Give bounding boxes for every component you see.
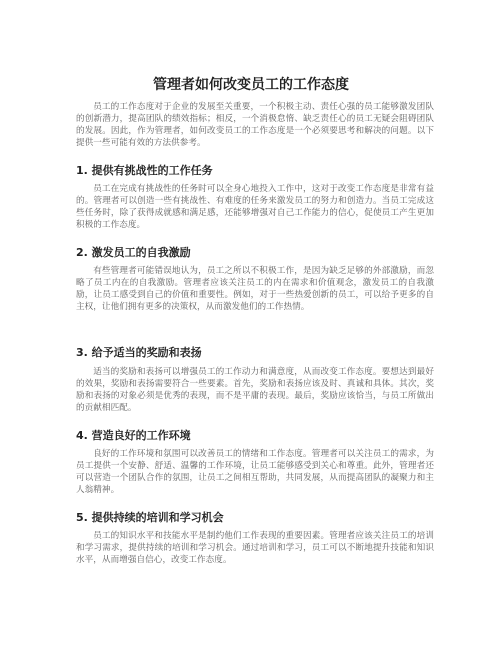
section-5-body: 员工的知识水平和技能水平是制约他们工作表现的重要因素。管理者应该关注员工的培训和学习需求，提供持续的培训和学习机会。通过培训和学习，员工可以不断地提升技能和知识水平，从而增强自信心，改变工作态度。 [76, 531, 434, 565]
section-3-heading: 3. 给予适当的奖励和表扬 [76, 346, 202, 359]
section-4-body: 良好的工作环境和氛围可以改善员工的情绪和工作态度。管理者可以关注员工的需求，为员工提供一个安静、舒适、温馨的工作环境，让员工能够感受到关心和尊重。此外，管理者还可以营造一个团队合作的氛围，让员工之间相互帮助，共同发展，从而提高团队的凝聚力和主人翁精神。 [76, 449, 434, 495]
section-1-body: 员工在完成有挑战性的任务时可以全身心地投入工作中，这对于改变工作态度是非常有益的。管理者可以创造一些有挑战性、有难度的任务来激发员工的努力和创造力。当员工完成这些任务时，除了获得成就感和满足感，还能够增强对自己工作能力的信心，促使员工产生更加积极的工作态度。 [76, 184, 434, 230]
intro-paragraph: 员工的工作态度对于企业的发展至关重要，一个积极主动、责任心强的员工能够激发团队的创新潜力，提高团队的绩效指标；相反，一个消极怠惰、缺乏责任心的员工无疑会阻碍团队的发展。因此，作为管理者，如何改变员工的工作态度是一个必须要思考和解决的问题。以下提供一些可能有效的方法供参考。 [76, 102, 434, 148]
section-3-body: 适当的奖励和表扬可以增强员工的工作动力和满意度，从而改变工作态度。要想达到最好的效果，奖励和表扬需要符合一些要素。首先，奖励和表扬应该及时、真诚和具体。其次，奖励和表扬的对象必须是优秀的表现，而不是平庸的表现。最后，奖励应该恰当，与员工所做出的贡献相匹配。 [76, 367, 434, 413]
section-2-body: 有些管理者可能错误地认为，员工之所以不积极工作，是因为缺乏足够的外部激励，而忽略了员工内在的自我激励。管理者应该关注员工的内在需求和价值观念，激发员工的自我激励，让员工感受到自己的价值和重要性。例如，对于一些热爱创新的员工，可以给予更多的自主权，让他们拥有更多的决策权，从而激发他们的工作热情。 [76, 266, 434, 312]
section-2-heading: 2. 激发员工的自我激励 [76, 246, 191, 259]
document-title: 管理者如何改变员工的工作态度 [153, 77, 349, 93]
section-4-heading: 4. 营造良好的工作环境 [76, 429, 191, 442]
section-5-heading: 5. 提供持续的培训和学习机会 [76, 511, 224, 524]
section-1-heading: 1. 提供有挑战性的工作任务 [76, 164, 213, 177]
